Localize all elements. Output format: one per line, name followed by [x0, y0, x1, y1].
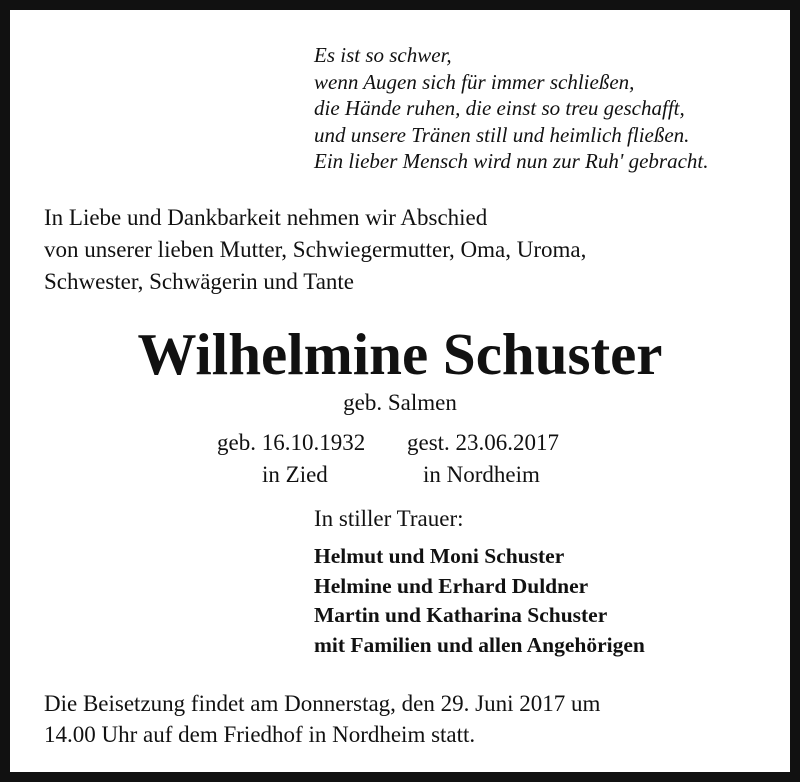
mourners-label: In stiller Trauer: [314, 506, 464, 531]
poem-line: die Hände ruhen, die einst so treu geschafft, [314, 96, 685, 120]
mourner-entry: Helmut und Moni Schuster [314, 544, 565, 568]
mourner-entry: Martin und Katharina Schuster [314, 603, 608, 627]
funeral-line: Die Beisetzung findet am Donnerstag, den 29. Juni 2017 um [44, 691, 601, 716]
maiden-name: geb. Salmen [343, 390, 457, 415]
poem-line: Es ist so schwer, [314, 43, 452, 67]
mourner-entry: mit Familien und allen Angehörigen [314, 632, 645, 657]
deceased-name: Wilhelmine Schuster [137, 321, 663, 387]
mourners-list [314, 542, 645, 660]
farewell-intro [44, 202, 586, 298]
funeral-line: 14.00 Uhr auf dem Friedhof in Nordheim statt. [44, 722, 476, 747]
memorial-poem [314, 42, 709, 175]
mourner-entry: Helmine und Erhard Duldner [314, 573, 589, 598]
poem-line: wenn Augen sich für immer schließen, [314, 69, 635, 94]
death-date: gest. 23.06.2017 [407, 430, 560, 455]
intro-line: In Liebe und Dankbarkeit nehmen wir Abschied [44, 205, 488, 230]
poem-line: Ein lieber Mensch wird nun zur Ruh' gebracht. [314, 149, 709, 173]
funeral-info [44, 688, 600, 750]
birth-date: geb. 16.10.1932 [217, 430, 366, 455]
death-place: in Nordheim [423, 462, 540, 487]
intro-line: von unserer lieben Mutter, Schwiegermutter, Oma, Uroma, [44, 237, 587, 262]
intro-line: Schwester, Schwägerin und Tante [44, 269, 355, 294]
poem-line: und unsere Tränen still und heimlich fließen. [314, 122, 690, 147]
birth-place: in Zied [262, 462, 328, 487]
